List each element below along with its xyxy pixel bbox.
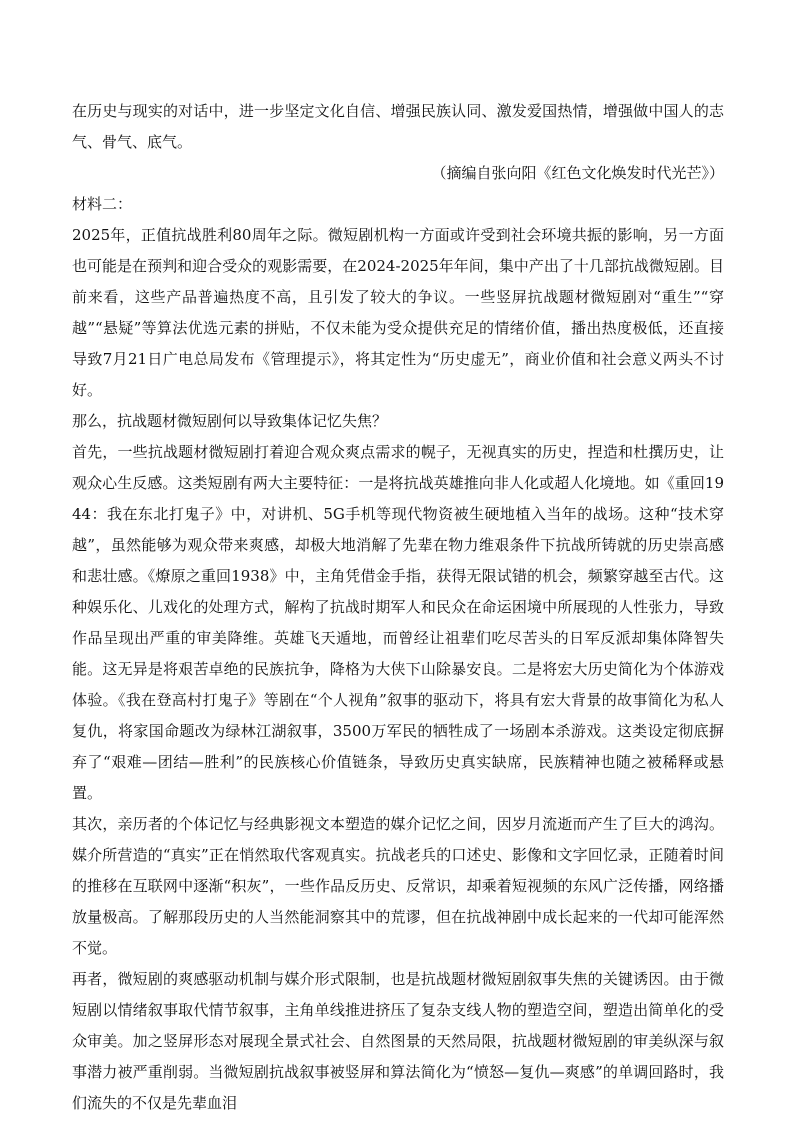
- paragraph-second-reason: 其次，亲历者的个体记忆与经典影视文本塑造的媒介记忆之间，因岁月流逝而产生了巨大的鸿沟。媒介所营造的“真实”正在悄然取代客观真实。抗战老兵的口述史、影像和文字回忆录，正随着时间的推移在互联网中逐渐“积灰”，一些作品反历史、反常识，却乘着短视频的东风广泛传播，网络播放量极高。了解那段历史的人当然能洞察其中的荒谬，但在抗战神剧中成长起来的一代却可能浑然不觉。: [72, 815, 724, 957]
- paragraph-1: 2025年，正值抗战胜利80周年之际。微短剧机构一方面或许受到社会环境共振的影响，另一方面也可能是在预判和迎合受众的观影需要，在2024-2025年年间，集中产出了十几部抗战微短剧。目前来看，这些产品普遍热度不高，且引发了较大的争议。一些竖屏抗战题材微短剧对“重生”“穿越”“悬疑”等算法优选元素的拼贴，不仅未能为受众提供充足的情绪价值，播出热度极低，还直接导致7月21日广电总局发布《管理提示》，将其定性为“历史虚无”，商业价值和社会意义两头不讨好。: [72, 226, 724, 399]
- document-page: [72, 96, 724, 1119]
- paragraph-first-reason: 首先，一些抗战题材微短剧打着迎合观众爽点需求的幌子，无视真实的历史，捏造和杜撰历史，让观众心生反感。这类短剧有两大主要特征：一是将抗战英雄推向非人化或超人化境地。如《重回1944：我在东北打鬼子》中，对讲机、5G手机等现代物资被生硬地植入当年的战场。这种“技术穿越”，虽然能够为观众带来爽感，却极大地消解了先辈在物力维艰条件下抗战所铸就的历史崇高感和悲壮感。《燎原之重回1938》中，主角凭借金手指，获得无限试错的机会，频繁穿越至古代。这种娱乐化、儿戏化的处理方式，解构了抗战时期军人和民众在命运困境中所展现的人性张力，导致作品呈现出严重的审美降维。英雄飞天遁地，而曾经让祖辈们吃尽苦头的日军反派却集体降智失能。这无异是将艰苦卓绝的民族抗争，降格为大侠下山除暴安良。二是将宏大历史简化为个体游戏体验。《我在登高村打鬼子》等剧在“个人视角”叙事的驱动下，将具有宏大背景的故事简化为私人复仇，将家国命题改为绿林江湖叙事，3500万军民的牺牲成了一场剧本杀游戏。这类设定彻底摒弃了“艰难—团结—胜利”的民族核心价值链条，导致历史真实缺席，民族精神也随之被稀释或悬置。: [72, 443, 724, 802]
- paragraph-third-reason: 再者，微短剧的爽感驱动机制与媒介形式限制，也是抗战题材微短剧叙事失焦的关键诱因。由于微短剧以情绪叙事取代情节叙事，主角单线推进挤压了复杂支线人物的塑造空间，塑造出简单化的受众审美。加之竖屏形态对展现全景式社会、自然图景的天然局限，抗战题材微短剧的审美纵深与叙事潜力被严重削弱。当微短剧抗战叙事被竖屏和算法简化为“愤怒—复仇—爽感”的单调回路时，我们流失的不仅是先辈血泪: [72, 970, 724, 1112]
- paragraph-question: 那么，抗战题材微短剧何以导致集体记忆失焦？: [72, 412, 388, 430]
- intro-paragraph: 在历史与现实的对话中，进一步坚定文化自信、增强民族认同、激发爱国热情，增强做中国人的志气、骨气、底气。: [72, 102, 724, 151]
- material-heading: 材料二：: [72, 195, 133, 213]
- source-citation: （摘编自张向阳《红色文化焕发时代光芒》）: [431, 164, 724, 182]
